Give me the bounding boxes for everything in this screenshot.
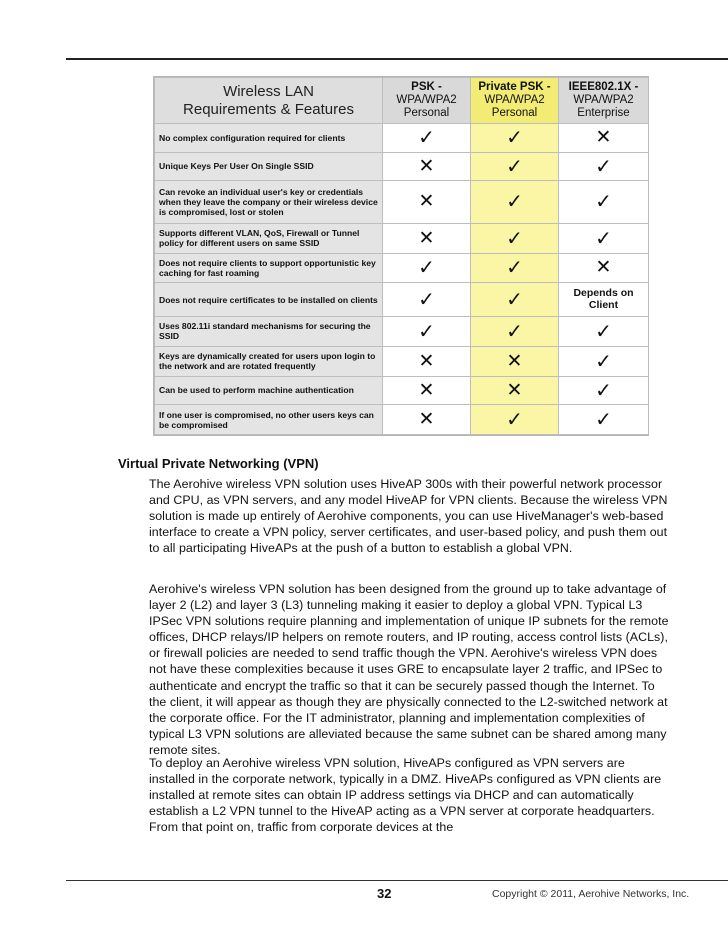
checkmark-icon: ✓ [506,225,523,250]
checkmark-icon: ✓ [418,125,435,150]
column-header-psk [383,78,471,124]
cell-ieee8021x [559,181,649,224]
cell-private-psk [471,253,559,283]
table-row [155,346,649,376]
cross-icon: ✕ [418,190,435,213]
cell-private-psk [471,405,559,435]
feature-label: Unique Keys Per User On Single SSID [155,152,383,181]
cell-psk [383,124,471,153]
table-title [155,78,383,124]
checkmark-icon: ✓ [506,189,523,214]
cell-ieee8021x [559,223,649,253]
cross-icon: ✕ [418,378,435,401]
table-row [155,124,649,153]
paragraph: To deploy an Aerohive wireless VPN solution, HiveAPs configured as VPN servers are installed in the corporate network, typically in a DMZ. HiveAPs configured as VPN clients are installed at remote sites can obtain IP address settings via DHCP and can automatically establish a L2 VPN tunnel to the HiveAP acting as a VPN server at corporate headquarters. From that point on, traffic from corporate devices at the [149,756,662,835]
feature-label: Does not require clients to support opportunistic key caching for fast roaming [155,253,383,283]
checkmark-icon: ✓ [418,255,435,280]
feature-label: Can be used to perform machine authentication [155,376,383,405]
feature-comparison-table [153,76,649,436]
checkmark-icon: ✓ [506,407,523,432]
column-header-line: Private PSK - [478,81,551,93]
table-header-row [155,78,649,124]
checkmark-icon: ✓ [506,153,523,178]
table-row [155,376,649,405]
cell-psk [383,152,471,181]
column-header-line: WPA/WPA2 [484,94,545,106]
page-number: 32 [377,886,392,901]
cell-private-psk [471,152,559,181]
cross-icon: ✕ [595,126,612,149]
paragraph: Aerohive's wireless VPN solution has been designed from the ground up to take advantage of layer 2 (L2) and layer 3 (L3) tunneling making it easier to deploy a global VPN. Typical L3 IPSec VPN solutions require planning and implementation of unique IP subnets for the remote offices, DHCP relays/IP helpers on remote routers, and IP routing, access control lists (ACLs), or firewall policies are needed to send traffic though the VPN. Aerohive's wireless VPN does not have these complexities because it uses GRE to encapsulate layer 2 traffic, and IPSec to authenticate and encrypt the traffic so that it can be securely passed though the Internet. To the client, it will appear as though they are physically connected to the L2-switched network at the corporate office. For the IT administrator, planning and implementation complexities of typical L3 VPN solutions are alleviated because the same subnet can be shared among many remote sites. [149,582,669,757]
table-body [155,124,649,435]
copyright-notice: Copyright © 2011, Aerohive Networks, Inc. [492,888,690,900]
cell-private-psk [471,317,559,347]
comparison-grid [154,77,649,435]
cell-ieee8021x [559,124,649,153]
feature-label: Uses 802.11i standard mechanisms for securing the SSID [155,317,383,347]
cross-icon: ✕ [418,226,435,249]
checkmark-icon: ✓ [595,225,612,250]
checkmark-icon: ✓ [506,318,523,343]
checkmark-icon: ✓ [506,255,523,280]
cell-private-psk [471,346,559,376]
column-header-line: WPA/WPA2 [573,94,634,106]
cell-psk [383,346,471,376]
column-header-line: Personal [403,107,450,119]
column-header-private-psk [471,78,559,124]
feature-label: Does not require certificates to be installed on clients [155,283,383,317]
table-row [155,283,649,317]
cell-psk [383,223,471,253]
cell-note: Depends on Client [573,287,634,312]
column-header-line: Enterprise [577,107,630,119]
cross-icon: ✕ [418,154,435,177]
footer-rule [66,880,728,881]
table-title-line: Wireless LAN [223,82,314,100]
checkmark-icon: ✓ [595,407,612,432]
table-row [155,253,649,283]
cell-ieee8021x [559,152,649,181]
column-header-ieee8021x [559,78,649,124]
checkmark-icon: ✓ [595,189,612,214]
cross-icon: ✕ [418,349,435,372]
checkmark-icon: ✓ [418,318,435,343]
section-heading: Virtual Private Networking (VPN) [118,456,319,471]
column-header-line: IEEE802.1X - [568,81,639,93]
table-title-line: Requirements & Features [183,100,354,118]
cell-ieee8021x [559,283,649,317]
cell-ieee8021x [559,346,649,376]
cell-psk [383,181,471,224]
cell-ieee8021x [559,405,649,435]
column-header-line: Personal [491,107,538,119]
cross-icon: ✕ [595,256,612,279]
checkmark-icon: ✓ [506,125,523,150]
cell-private-psk [471,124,559,153]
cell-psk [383,376,471,405]
cell-psk [383,253,471,283]
checkmark-icon: ✓ [418,287,435,312]
table-row [155,405,649,435]
paragraph: The Aerohive wireless VPN solution uses HiveAP 300s with their powerful network processor and CPU, as VPN servers, and any model HiveAP for VPN clients. Because the wireless VPN solution is made up entirely of Aerohive components, you can use HiveManager's web-based interface to create a VPN policy, server certificates, and user-based policy, and push them out to all participating HiveAPs at the push of a button to establish a global VPN. [149,477,668,556]
cell-private-psk [471,376,559,405]
cell-private-psk [471,283,559,317]
table-row [155,223,649,253]
cross-icon: ✕ [506,378,523,401]
cell-ieee8021x [559,253,649,283]
cell-psk [383,405,471,435]
table-row [155,317,649,347]
feature-label: Supports different VLAN, QoS, Firewall or Tunnel policy for different users on same SSID [155,223,383,253]
feature-label: No complex configuration required for clients [155,124,383,153]
table-row [155,152,649,181]
checkmark-icon: ✓ [506,287,523,312]
checkmark-icon: ✓ [595,377,612,402]
checkmark-icon: ✓ [595,153,612,178]
cell-psk [383,317,471,347]
feature-label: If one user is compromised, no other users keys can be compromised [155,405,383,435]
checkmark-icon: ✓ [595,348,612,373]
table-row [155,181,649,224]
cell-ieee8021x [559,376,649,405]
cell-ieee8021x [559,317,649,347]
cell-private-psk [471,223,559,253]
cross-icon: ✕ [506,349,523,372]
cross-icon: ✕ [418,408,435,431]
feature-label: Keys are dynamically created for users upon login to the network and are rotated frequently [155,346,383,376]
column-header-line: WPA/WPA2 [396,94,457,106]
header-rule [66,58,728,60]
checkmark-icon: ✓ [595,318,612,343]
cell-psk [383,283,471,317]
cell-private-psk [471,181,559,224]
feature-label: Can revoke an individual user's key or credentials when they leave the company or their wireless device is compromised, lost or stolen [155,181,383,224]
column-header-line: PSK - [411,81,442,93]
